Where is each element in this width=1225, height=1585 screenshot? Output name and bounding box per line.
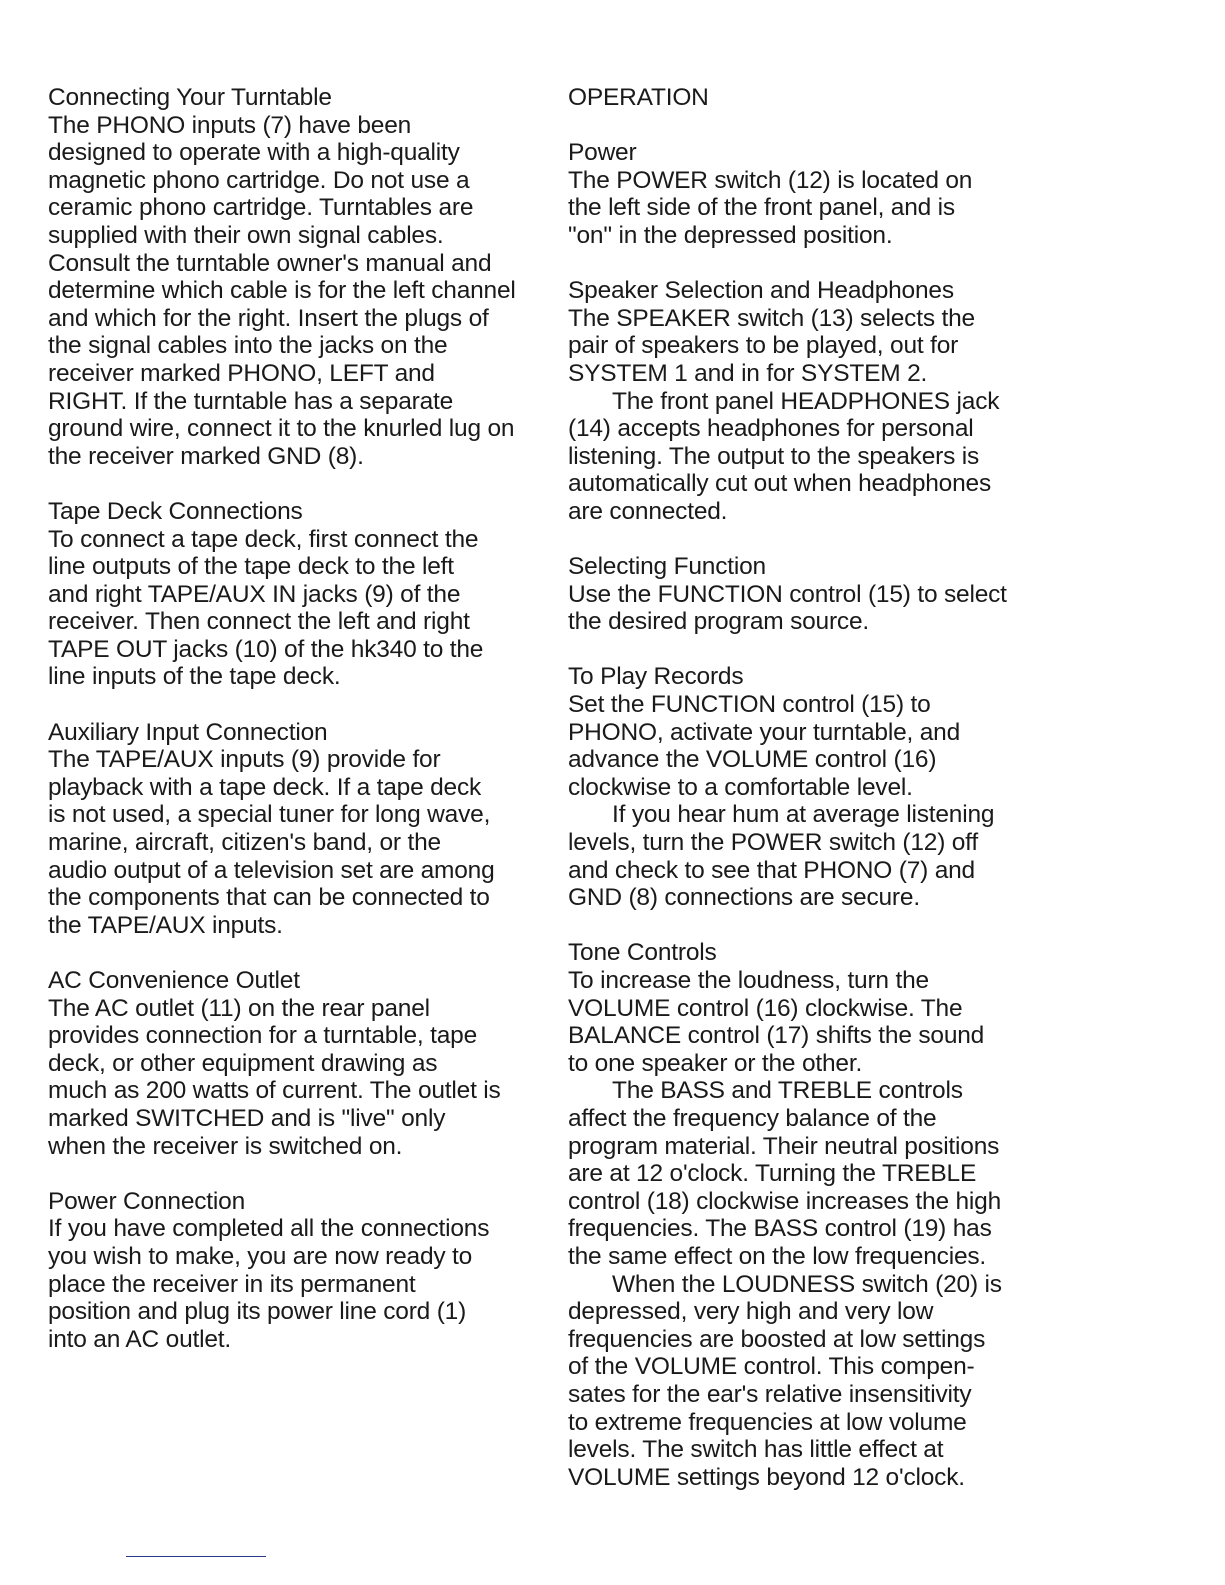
section-heading: Power — [568, 139, 637, 167]
text-line: you wish to make, you are now ready to — [48, 1242, 473, 1270]
text-line: ground wire, connect it to the knurled lug on — [48, 415, 515, 443]
text-line: supplied with their own signal cables. — [48, 221, 444, 249]
text-line: The SPEAKER switch (13) selects the — [568, 304, 975, 332]
text-line: to extreme frequencies at low volume — [568, 1408, 967, 1436]
text-line: program material. Their neutral positions — [568, 1132, 1000, 1160]
section-connecting-turntable — [48, 84, 548, 470]
text-line: sates for the ear's relative insensitivity — [568, 1380, 972, 1408]
section-body — [568, 305, 1068, 526]
text-line: audio output of a television set are among — [48, 856, 495, 884]
text-line: the receiver marked GND (8). — [48, 442, 364, 470]
text-line: affect the frequency balance of the — [568, 1104, 937, 1132]
right-column — [568, 84, 1068, 1491]
text-line: RIGHT. If the turntable has a separate — [48, 387, 454, 415]
section-heading: AC Convenience Outlet — [48, 967, 300, 994]
section-tape-deck — [48, 498, 548, 691]
text-line: when the receiver is switched on. — [48, 1132, 403, 1160]
text-line: Set the FUNCTION control (15) to — [568, 691, 931, 719]
text-line: the same effect on the low frequencies. — [568, 1242, 987, 1270]
section-body — [48, 526, 548, 692]
text-line: the left side of the front panel, and is — [568, 194, 955, 222]
section-body — [48, 995, 548, 1161]
text-line: position and plug its power line cord (1) — [48, 1298, 467, 1326]
section-selecting-function — [568, 553, 1068, 636]
text-line: If you have completed all the connections — [48, 1215, 490, 1243]
text-line: are connected. — [568, 497, 728, 525]
section-body — [48, 1215, 548, 1353]
text-line: deck, or other equipment drawing as — [48, 1049, 438, 1077]
text-line: receiver. Then connect the left and right — [48, 608, 470, 636]
text-line: Consult the turntable owner's manual and — [48, 249, 492, 277]
section-heading: Selecting Function — [568, 553, 766, 581]
text-line: The TAPE/AUX inputs (9) provide for — [48, 746, 441, 774]
section-heading: Power Connection — [48, 1187, 245, 1215]
text-line: of the VOLUME control. This compen- — [568, 1353, 975, 1381]
text-line: When the LOUDNESS switch (20) is — [612, 1270, 1002, 1298]
text-line: levels. The switch has little effect at — [568, 1436, 944, 1464]
text-line: advance the VOLUME control (16) — [568, 746, 937, 774]
section-speaker-selection — [568, 277, 1068, 525]
text-line: The BASS and TREBLE controls — [612, 1077, 963, 1105]
section-heading: To Play Records — [568, 663, 744, 691]
text-line: control (18) clockwise increases the high — [568, 1187, 1002, 1215]
text-line: is not used, a special tuner for long wave, — [48, 801, 491, 829]
text-line: PHONO, activate your turntable, and — [568, 718, 960, 746]
text-line: determine which cable is for the left channel — [48, 277, 516, 305]
section-power — [568, 139, 1068, 249]
section-body — [48, 746, 548, 939]
text-line: frequencies. The BASS control (19) has — [568, 1215, 992, 1243]
section-tone-controls — [568, 939, 1068, 1491]
text-line: magnetic phono cartridge. Do not use a — [48, 166, 470, 194]
text-line: VOLUME control (16) clockwise. The — [568, 994, 963, 1022]
text-line: (14) accepts headphones for personal — [568, 415, 974, 443]
text-line: TAPE OUT jacks (10) of the hk340 to the — [48, 635, 484, 663]
section-power-connection — [48, 1188, 548, 1354]
text-line: To connect a tape deck, first connect the — [48, 525, 479, 553]
text-line: marked SWITCHED and is "live" only — [48, 1104, 446, 1132]
section-body — [568, 581, 1068, 636]
text-line: the signal cables into the jacks on the — [48, 332, 448, 360]
text-line: "on" in the depressed position. — [568, 221, 893, 249]
text-line: GND (8) connections are secure. — [568, 884, 920, 912]
text-line: place the receiver in its permanent — [48, 1270, 416, 1298]
text-line: VOLUME settings beyond 12 o'clock. — [568, 1463, 965, 1491]
text-line: and which for the right. Insert the plugs of — [48, 304, 489, 332]
section-heading: Connecting Your Turntable — [48, 84, 332, 111]
text-line: Use the FUNCTION control (15) to select — [568, 580, 1007, 608]
text-line: marine, aircraft, citizen's band, or the — [48, 829, 441, 857]
text-line: pair of speakers to be played, out for — [568, 332, 959, 360]
section-heading: Tone Controls — [568, 939, 717, 967]
text-line: designed to operate with a high-quality — [48, 139, 460, 167]
text-line: playback with a tape deck. If a tape deck — [48, 773, 482, 801]
text-line: and right TAPE/AUX IN jacks (9) of the — [48, 580, 461, 608]
section-heading: Tape Deck Connections — [48, 497, 303, 525]
text-line: ceramic phono cartridge. Turntables are — [48, 194, 474, 222]
section-body — [568, 167, 1068, 250]
section-ac-outlet — [48, 967, 548, 1160]
text-line: the components that can be connected to — [48, 884, 490, 912]
text-line: receiver marked PHONO, LEFT and — [48, 359, 435, 387]
text-line: are at 12 o'clock. Turning the TREBLE — [568, 1160, 977, 1188]
text-line: the desired program source. — [568, 608, 870, 636]
text-line: If you hear hum at average listening — [612, 801, 995, 829]
text-line: To increase the loudness, turn the — [568, 967, 929, 994]
text-line: The PHONO inputs (7) have been — [48, 111, 412, 139]
left-column — [48, 84, 548, 1353]
section-auxiliary-input — [48, 719, 548, 940]
text-line: into an AC outlet. — [48, 1325, 231, 1353]
footer-rule — [126, 1556, 266, 1557]
text-line: levels, turn the POWER switch (12) off — [568, 829, 978, 857]
text-line: The front panel HEADPHONES jack — [612, 387, 1000, 415]
section-body — [568, 967, 1068, 1491]
page-title: OPERATION — [568, 84, 709, 111]
text-line: The POWER switch (12) is located on — [568, 166, 973, 194]
section-body — [568, 691, 1068, 912]
text-line: automatically cut out when headphones — [568, 470, 992, 498]
section-body — [48, 112, 548, 471]
text-line: and check to see that PHONO (7) and — [568, 856, 975, 884]
text-line: line inputs of the tape deck. — [48, 663, 341, 691]
section-heading: Auxiliary Input Connection — [48, 718, 328, 746]
text-line: clockwise to a comfortable level. — [568, 773, 913, 801]
text-line: provides connection for a turntable, tape — [48, 1022, 477, 1050]
text-line: listening. The output to the speakers is — [568, 442, 980, 470]
text-line: frequencies are boosted at low settings — [568, 1325, 986, 1353]
text-line: SYSTEM 1 and in for SYSTEM 2. — [568, 359, 928, 387]
text-line: to one speaker or the other. — [568, 1049, 863, 1077]
text-line: The AC outlet (11) on the rear panel — [48, 994, 430, 1022]
text-line: line outputs of the tape deck to the left — [48, 553, 454, 581]
text-line: much as 200 watts of current. The outlet is — [48, 1077, 501, 1105]
text-line: depressed, very high and very low — [568, 1298, 934, 1326]
section-heading: Speaker Selection and Headphones — [568, 277, 954, 305]
text-line: the TAPE/AUX inputs. — [48, 911, 283, 939]
text-line: BALANCE control (17) shifts the sound — [568, 1022, 985, 1050]
section-play-records — [568, 663, 1068, 911]
